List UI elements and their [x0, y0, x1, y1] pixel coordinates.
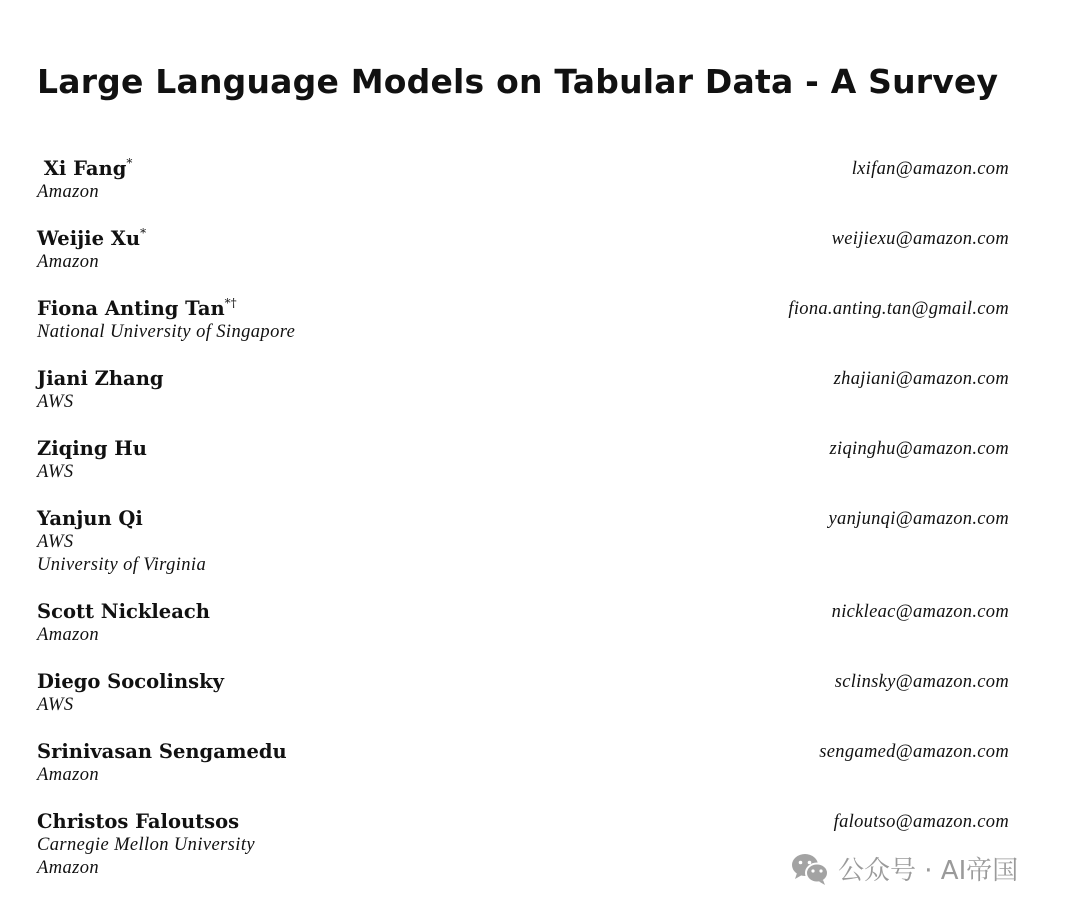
author-affiliation: University of Virginia	[37, 555, 207, 575]
watermark	[790, 850, 1018, 887]
author-footnote-mark: *	[140, 226, 147, 240]
author-affiliation: Amazon	[37, 182, 100, 202]
author-affiliation: AWS	[37, 695, 74, 715]
author-affiliation: AWS	[37, 532, 74, 552]
watermark-text: 公众号 · AI帝国	[838, 856, 1019, 886]
author-name: Christos Faloutsos	[37, 810, 240, 833]
author-affiliation: AWS	[37, 392, 74, 412]
author-name: Fiona Anting Tan*†	[37, 296, 237, 320]
page-title: Large Language Models on Tabular Data - A Survey	[37, 62, 999, 101]
author-footnote-mark: *	[126, 156, 133, 170]
author-block	[37, 670, 1009, 717]
author-email[interactable]: lxifan@amazon.com	[851, 159, 1009, 179]
author-email[interactable]: sclinsky@amazon.com	[834, 672, 1009, 692]
author-affiliation: Amazon	[37, 765, 100, 785]
author-email[interactable]: nickleac@amazon.com	[831, 602, 1009, 622]
author-name: Diego Socolinsky	[37, 670, 224, 693]
wechat-icon	[790, 852, 830, 886]
author-block	[37, 367, 1009, 414]
author-affiliation: Amazon	[37, 625, 100, 645]
author-email[interactable]: faloutso@amazon.com	[833, 812, 1009, 832]
author-affiliation: AWS	[37, 462, 74, 482]
author-email[interactable]: weijiexu@amazon.com	[831, 229, 1009, 249]
author-email[interactable]: zhajiani@amazon.com	[833, 369, 1009, 389]
author-affiliation: Amazon	[37, 858, 100, 878]
author-block	[37, 600, 1009, 647]
author-affiliation: Carnegie Mellon University	[37, 835, 255, 855]
author-name: Yanjun Qi	[37, 507, 143, 530]
author-block	[37, 740, 1009, 787]
author-block	[37, 507, 1009, 577]
author-name: Xi Fang*	[43, 156, 133, 180]
author-block	[37, 157, 1009, 204]
author-block	[37, 297, 1009, 344]
author-affiliation: National University of Singapore	[37, 322, 296, 342]
author-footnote-mark: *†	[224, 296, 237, 310]
author-name: Ziqing Hu	[37, 437, 147, 460]
author-block	[37, 227, 1009, 274]
author-email[interactable]: sengamed@amazon.com	[819, 742, 1009, 762]
author-email[interactable]: ziqinghu@amazon.com	[829, 439, 1009, 459]
author-name: Scott Nickleach	[37, 600, 210, 623]
author-block	[37, 437, 1009, 484]
author-name: Jiani Zhang	[37, 367, 164, 390]
author-affiliation: Amazon	[37, 252, 100, 272]
author-name: Weijie Xu*	[37, 226, 147, 250]
author-email[interactable]: fiona.anting.tan@gmail.com	[788, 299, 1009, 319]
author-name: Srinivasan Sengamedu	[37, 740, 287, 763]
author-email[interactable]: yanjunqi@amazon.com	[828, 509, 1009, 529]
